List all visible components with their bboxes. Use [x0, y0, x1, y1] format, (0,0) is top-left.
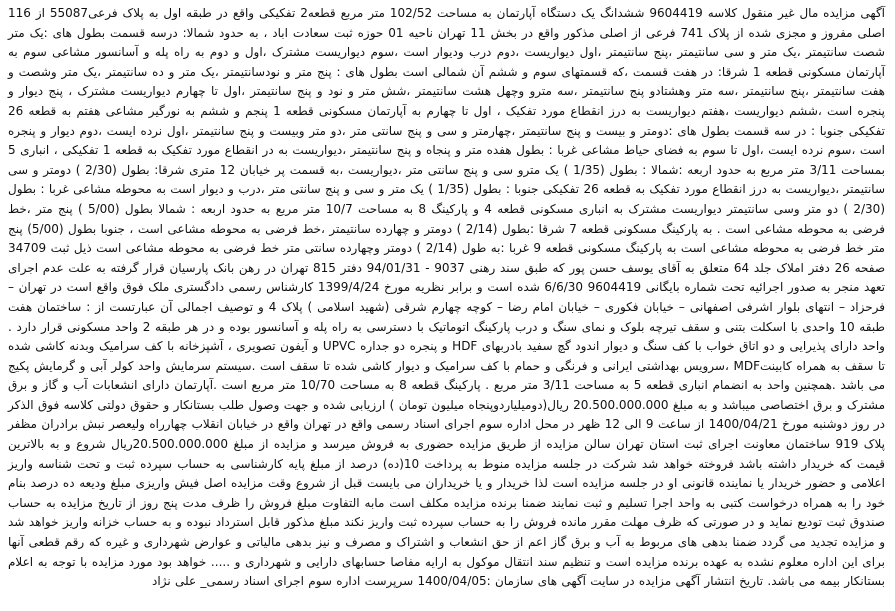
auction-notice-text: آگهی مزایده مال غیر منقول کلاسه 9604419 ششدانگ یک دستگاه آپارتمان به مساحت 102/52 متر مربع قطعه2 تفکیکی واقع در طبقه اول به پلاک فرعی55087 از 116 اصلی مفروز و مجزی شده از پلاک 741 فرعی از اصلی مذکور واقع در بخش 11 تهران ناحیه 01 حوزه ثبت سعادت اباد ، به حدود شمالا: درسه قسمت بطول های :یک متر شصت سانتیمتر ،یک متر و سی سانتیمتر ،پنج سانتیمتر ،اول دیواریست ،دوم درب ودیوار است ،سوم دیواریست مشترک ،اول و دوم به راه پله و آسانسور مشاعی سوم به آپارتمان مسکونی قطعه 1 شرقا: در هفت قسمت ،که قسمتهای سوم و ششم آن شمالی است بطول های : پنج متر و نودسانتیمتر ،یک متر و ده سانتیمتر ،یک متر وشصت و هفت سانتیمتر ،پنج سانتیمتر ،سه متر وهشتادو پنج سانتیمتر ،سه مترو وچهل هشت سانتیمتر ،شش متر و نود و پنج سانتیمتر ،اول تا چهارم دیواریست مشترک ، پنج دیوار و پنجره است ،ششم دیواریست ،هفتم دیواریست به درز انقطاع مورد تفکیک ، اول تا چهارم به آپارتمان مسکونی قطعه 1 پنجم و ششم به نورگیر مشاعی هفتم به قطعه 26 تفکیکی جنوبا : در سه قسمت بطول های :دومتر و بیست و پنج سانتیمتر ،چهارمتر و سی و پنج سانتی متر ،دو متر وبیست و پنج سانتیمتر ،اول نرده ایست ،دوم دیوار و پنجره است ،سوم نرده ایست ،اول تا سوم به فضای حیاط مشاعی غربا : بطول هفده متر و پنجاه و پنج سانتیمتر ،دیواریست به در انقطاع مورد تفکیک به قطعه 1 تفکیکی ، انباری 5 بمساحت 3/11 متر مربع به حدود اربعه :شمالا : بطول (1/35 ) یک مترو سی و پنج سانتی متر ،دیواریست ،به قسمت پر خیابان 12 متری شرقا: بطول (2/30 ) دومتر و سی سانتیمتر ،دیواریست به درز انقطاع مورد تفکیک به قطعه 26 تفکیکی جنوبا : بطول (1/35 ) یک متر و سی و پنج سانتی متر ،درب و دیوار است به محوطه مشاعی غربا : بطول (2/30 ) دو متر وسی سانتیمتر دیواریست مشترک به انباری مسکونی قطعه 4 و پارکینگ 8 به مساحت 10/7 متر مربع به حدود اربعه : شمالا بطول (5/00 ) پنج متر ،خط فرضی به محوطه مشاعی است . به پارکینگ مسکونی قطعه 7 شرقا :بطول (2/14 ) دومتر و چهارده سانتیمتر ،خط فرضی به محوطه مشاعی است ، جنوبا بطول (5/00) پنج متر خط فرضی به محوطه مشاعی است به پارکینگ مسکونی قطعه 9 غربا :به طول (2/14 ) دومتر وچهارده سانتی متر خط فرضی به محوطه مشاعی است ذیل ثبت 34709 صفحه 26 دفتر املاک جلد 64 متعلق به آقای یوسف حسن پور که طبق سند رهنی 9037 - 94/01/31 دفتر 815 تهران در رهن بانک پارسیان قرار گرفته به علت عدم اجرای تعهد منجر به صدور اجرائیه تحت شماره بایگانی 9604419 6/6/30 شده است و برابر نظریه مورخ 1399/4/24 کارشناس رسمی دادگستری ملک فوق واقع است در تهران – فرحزاد – انتهای بلوار اشرفی اصفهانی – خیابان فکوری – خیابان امام رضا – کوچه چهارم شرقی (شهید اسلامی ) پلاک 4 و توصیف اجمالی آن عبارتست از : ساختمان هفت طبقه 10 واحدی با اسکلت بتنی و سقف تیرچه بلوک و نمای سنگ و درب پارکینگ اتوماتیک با دسترسی به راه پله و آسانسور بوده و در هر طبقه 2 واحد مسکونی قرار دارد . واحد دارای پذیرایی و دو اتاق خواب با کف سنگ و دیوار اندود گچ سفید بادربهای HDF و پنجره دو جداره UPVC و آیفون تصویری ، آشپزخانه با کف سرامیک وبدنه کاشی شده تا سقف به همراه کابینتMDF ،سرویس بهداشتی ایرانی و فرنگی و حمام با کف سرامیک و دیوار کاشی شده تا سقف است .سیستم سرمایش واحد کولر آبی و گرمایش پکیج می باشد .همچنین واحد به انضمام انباری قطعه 5 به مساحت 3/11 متر مربع . پارکینگ قطعه 8 به مساحت 10/70 متر مربع است .آپارتمان دارای انشعابات آب و گاز و برق مشترک و برق اختصاصی میباشد و به مبلغ 20.500.000.000 ریال(دومیلیاردوپنجاه میلیون تومان ) ارزیابی شده و جهت وصول طلب بستانکار و حقوق دولتی کلاسه فوق الذکر در روز دوشنبه مورخ 1400/04/21 از ساعت 9 الی 12 ظهر در محل اداره سوم اجرای اسناد رسمی واقع در تهران واقع در خیابان انقلاب چهارراه ولیعصر نبش برادران مظفر پلاک 919 ساختمان معاونت اجرای ثبت استان تهران سالن مزایده از طریق مزایده حضوری به فروش میرسد و مزایده از مبلغ 20.500.000.000ریال شروع و به بالاترین قیمت که خریدار داشته باشد فروخته خواهد شد شرکت در جلسه مزایده منوط به پرداخت 10(ده) درصد از مبلغ پایه کارشناسی به حساب سپرده ثبت و تحت شناسه واریز اعلامی و حضور خریدار یا نماینده قانونی او در جلسه مزایده است لذا خریدار و یا خریداران می بایست قبل از شروع وقت مزایده اصل فیش واریزی مبلغ ودیعه ده درصد بنام خود را به همراه درخواست کتبی به واحد اجرا تسلیم و ثبت نمایند ضمنا برنده مزایده مکلف است مابه التفاوت مبلغ فروش را ظرف مدت پنج روز از تاریخ مزایده به حساب صندوق ثبت تودیع نماید و در صورتی که ظرف مهلت مقرر مانده فروش را به حساب سپرده ثبت واریز نکند مبلغ مذکور قابل استرداد نبوده و به حساب خزانه واریز خواهد شد و مزایده تجدید می گردد ضمنا بدهی های مربوط به آب و برق گاز اعم از حق انشعاب و اشتراک و مصرف و نیز بدهی مالیاتی و عوارض شهرداری و غیره که رقم قطعی آنها برای این اداره معلوم نشده به عهده برنده مزایده است و تنظیم سند انتقال موکول به ارایه مفاصا حسابهای دارایی و شهرداری و ..... خواهد بود مورد مزایده با توجه به اعلام بستانکار بیمه می باشد. تاریخ انتشار آگهی مزایده در سایت آگهی های سازمان :1400/04/05 سرپرست اداره سوم اجرای اسناد رسمی_ علی نژاد [8, 6, 886, 589]
